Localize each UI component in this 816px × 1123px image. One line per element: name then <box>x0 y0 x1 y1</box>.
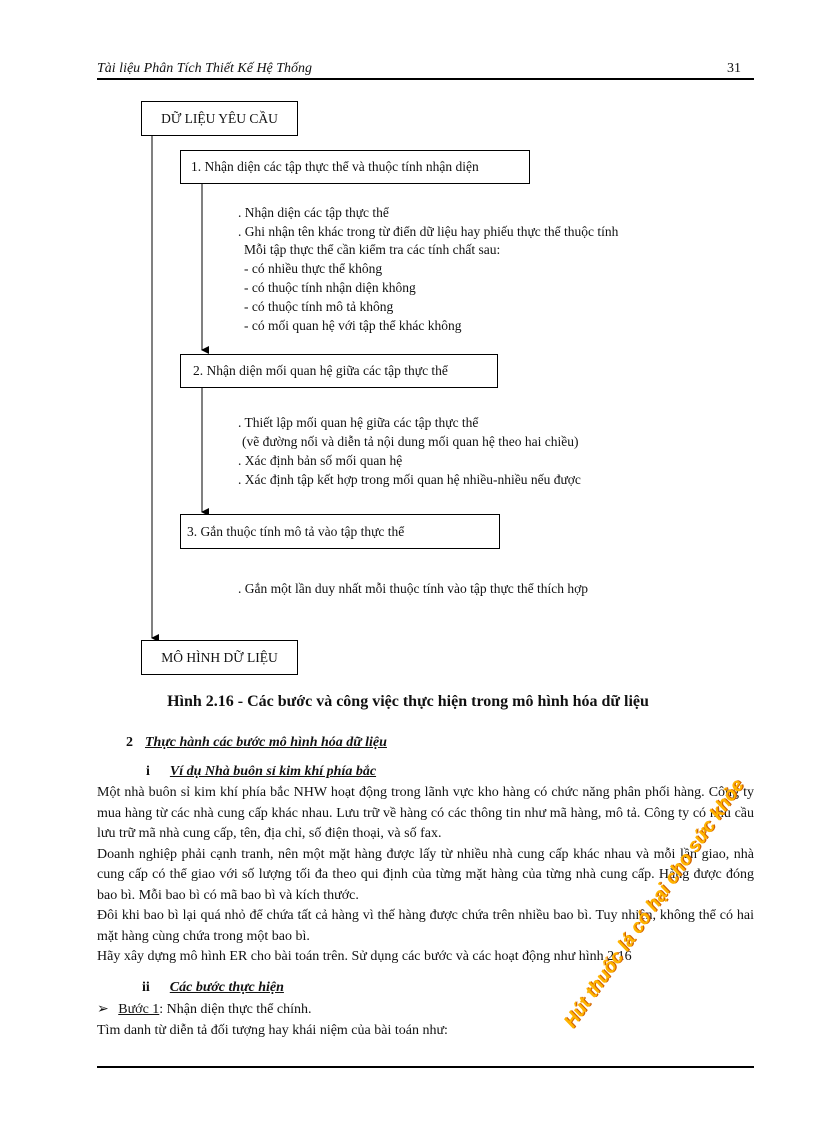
page-number: 31 <box>727 61 741 76</box>
subsection-title: Các bước thực hiện <box>169 980 284 995</box>
step1-note: . Nhận diện các tập thực thể <box>238 205 389 220</box>
subsection-number: i <box>146 764 150 779</box>
step1-note: - có thuộc tính nhận diện không <box>244 280 416 295</box>
step2-box <box>180 354 498 388</box>
step3-label: 3. Gắn thuộc tính mô tả vào tập thực thể <box>187 523 405 539</box>
step2-note: . Thiết lập mối quan hệ giữa các tập thực thể <box>238 415 479 430</box>
watermark: Hút thuốc lá có hại cho sức khỏe <box>560 775 749 1033</box>
subsection-heading <box>142 978 284 996</box>
final-line: Tìm danh từ diễn tả đối tượng hay khái niệm của bài toán như: <box>97 1023 448 1038</box>
section-title: Thực hành các bước mô hình hóa dữ liệu <box>145 735 387 750</box>
step1-note: - có nhiều thực thể không <box>244 261 383 276</box>
section-number: 2 <box>126 735 133 750</box>
start-box <box>141 101 298 136</box>
step1-box <box>180 150 530 184</box>
step2-label: 2. Nhận diện mối quan hệ giữa các tập thực thể <box>193 363 448 378</box>
step2-note: (vẽ đường nối và diễn tả nội dung mối quan hệ theo hai chiều) <box>242 434 579 449</box>
start-box-label: DỮ LIỆU YÊU CẦU <box>161 110 278 126</box>
subsection-heading <box>146 762 376 780</box>
figure-caption: Hình 2.16 - Các bước và công việc thực hiện trong mô hình hóa dữ liệu <box>167 693 649 710</box>
paragraph: Đôi khi bao bì lại quá nhỏ để chứa tất cả hàng vì thế hàng được chứa trên nhiều bao bì. Tuy nhiên, không thể có hai mặt hàng cùng chứa trong một bao bì. <box>97 908 754 944</box>
step2-note: . Xác định bản số mối quan hệ <box>238 453 403 468</box>
paragraph: Doanh nghiệp phải cạnh tranh, nên một mặt hàng được lấy từ nhiều nhà cung cấp khác nhau và mỗi lần giao, nhà cung cấp có thể giao với số lượng tối đa theo qui định của từng mặt hàng của từng nhà cung cấp. Hàng được đóng bao bì. Mỗi bao bì có mã bao bì và kích thước. <box>97 846 754 903</box>
section-heading <box>126 733 387 751</box>
subsection-title: Ví dụ Nhà buôn sỉ kim khí phía bắc <box>169 764 377 779</box>
paragraph: Một nhà buôn sỉ kim khí phía bắc NHW hoạt động trong lãnh vực kho hàng có chức năng phân phối hàng. Công ty mua hàng từ các nhà cung cấp khác nhau. Lưu trữ về hàng có các thông tin như mã hàng, mô tả. Công ty có nhu cầu lưu trữ mã nhà cung cấp, tên, địa chỉ, số điện thoại, và số fax. <box>97 785 754 841</box>
step1-note: - có thuộc tính mô tả không <box>244 299 394 314</box>
arrow-bullet-icon: ➢ <box>97 1002 109 1017</box>
header-title: Tài liệu Phân Tích Thiết Kế Hệ Thống <box>97 61 313 76</box>
step1-text: : Nhận diện thực thể chính. <box>159 1002 312 1017</box>
end-box <box>141 640 298 675</box>
paragraph: Hãy xây dựng mô hình ER cho bài toán trên. Sử dụng các bước và các hoạt động như hình 2.16 <box>97 949 632 964</box>
step1-note: . Ghi nhận tên khác trong từ điển dữ liệu hay phiếu thực thể thuộc tính <box>238 224 619 239</box>
step1-note: - có mối quan hệ với tập thể khác không <box>244 318 462 333</box>
step1-note: Mỗi tập thực thể cần kiểm tra các tính chất sau: <box>244 242 501 257</box>
step1-label: 1. Nhận diện các tập thực thể và thuộc tính nhận diện <box>191 159 479 174</box>
step1-line <box>97 1001 312 1018</box>
footer-rule <box>97 1066 754 1068</box>
body-text <box>97 783 754 968</box>
step3-box <box>180 514 500 549</box>
step1-title: Bước 1 <box>118 1002 160 1017</box>
subsection-number: ii <box>142 980 150 995</box>
end-box-label: MÔ HÌNH DỮ LIỆU <box>161 649 278 665</box>
step3-note: . Gắn một lần duy nhất mỗi thuộc tính vào tập thực thể thích hợp <box>238 581 589 596</box>
step2-note: . Xác định tập kết hợp trong mối quan hệ nhiều-nhiều nếu được <box>238 472 581 487</box>
